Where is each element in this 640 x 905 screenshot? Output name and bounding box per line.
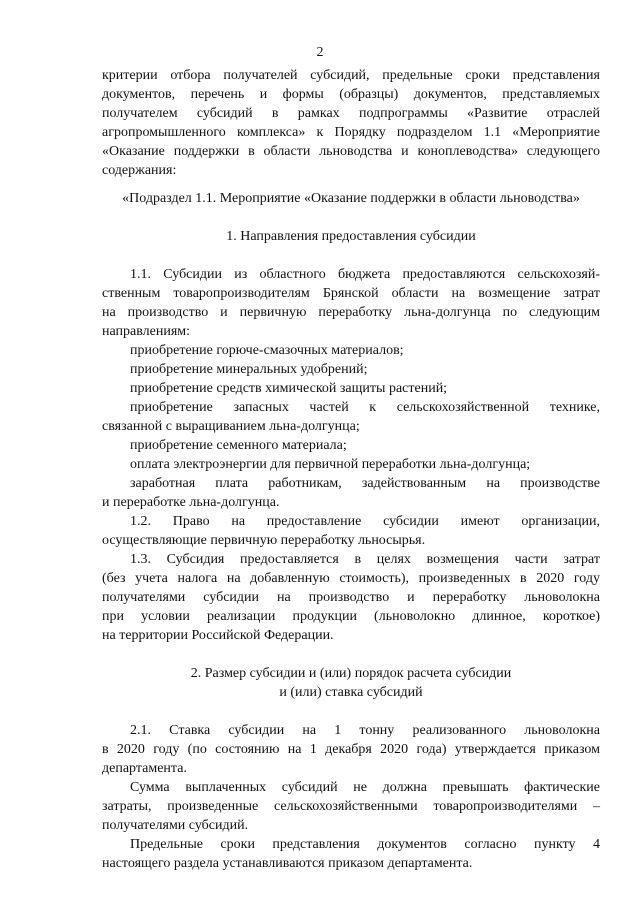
- text-line: Предельные сроки представления документов согласно пункту 4: [130, 837, 600, 852]
- section-heading: 2. Размер субсидии и (или) порядок расчета субсидии: [190, 666, 512, 681]
- text-line: ственным товаропроизводителям Брянской области на возмещение затрат: [102, 286, 600, 301]
- text-line: осуществляющие первичную переработку льносырья.: [102, 533, 426, 548]
- section-heading: 1. Направления предоставления субсидии: [226, 229, 476, 244]
- text-line: затраты, произведенные сельскохозяйственными товаропроизводителями –: [102, 799, 600, 814]
- text-line: Сумма выплаченных субсидий не должна превышать фактические: [130, 780, 600, 795]
- text-line: получателем субсидий в рамках подпрограммы «Развитие отраслей: [102, 106, 600, 121]
- text-line: документов, перечень и формы (образцы) документов, представляемых: [102, 87, 600, 102]
- text-line: при условии реализации продукции (льноволокно длинное, короткое): [102, 609, 600, 624]
- list-item: и переработке льна-долгунца.: [102, 495, 280, 510]
- text-line: на производство и первичную переработку льна-долгунца по следующим: [102, 305, 600, 320]
- list-item: заработная плата работникам, задействованным на производстве: [130, 476, 600, 491]
- subsection-title: «Подраздел 1.1. Мероприятие «Оказание поддержки в области льноводства»: [122, 191, 580, 206]
- text-line: в 2020 году (по состоянию на 1 декабря 2020 года) утверждается приказом: [102, 742, 600, 757]
- text-line: 2.1. Ставка субсидии на 1 тонну реализованного льноволокна: [130, 723, 600, 738]
- text-line: «Оказание поддержки в области льноводства и коноплеводства» следующего: [102, 144, 600, 159]
- list-item: приобретение средств химической защиты растений;: [130, 381, 448, 396]
- list-item: приобретение семенного материала;: [130, 438, 347, 453]
- text-line: настоящего раздела устанавливаются приказом департамента.: [102, 856, 473, 871]
- list-item: приобретение запасных частей к сельскохозяйственной технике,: [130, 400, 600, 415]
- text-line: агропромышленного комплекса» к Порядку подразделом 1.1 «Мероприятие: [102, 125, 600, 140]
- list-item: оплата электроэнергии для первичной переработки льна-долгунца;: [130, 457, 531, 472]
- list-item: приобретение минеральных удобрений;: [130, 362, 368, 377]
- text-line: 1.2. Право на предоставление субсидии имеют организации,: [130, 514, 600, 529]
- text-line: (без учета налога на добавленную стоимость), произведенных в 2020 году: [102, 571, 600, 586]
- text-line: направлениям:: [102, 324, 191, 339]
- text-line: 1.1. Субсидии из областного бюджета предоставляются сельскохозяй-: [130, 267, 600, 282]
- text-line: получателями субсидий.: [102, 818, 249, 833]
- list-item: приобретение горюче-смазочных материалов;: [130, 343, 404, 358]
- text-line: критерии отбора получателей субсидий, предельные сроки представления: [102, 68, 600, 83]
- text-line: содержания:: [102, 163, 177, 178]
- text-line: на территории Российской Федерации.: [102, 628, 334, 643]
- page-number: 2: [316, 45, 324, 60]
- list-item: связанной с выращиванием льна-долгунца;: [102, 419, 360, 434]
- text-line: 1.3. Субсидия предоставляется в целях возмещения части затрат: [130, 552, 600, 567]
- text-line: получателями субсидии на производство и переработку льноволокна: [102, 590, 600, 605]
- text-line: департамента.: [102, 761, 187, 776]
- section-heading: и (или) ставка субсидий: [279, 685, 423, 700]
